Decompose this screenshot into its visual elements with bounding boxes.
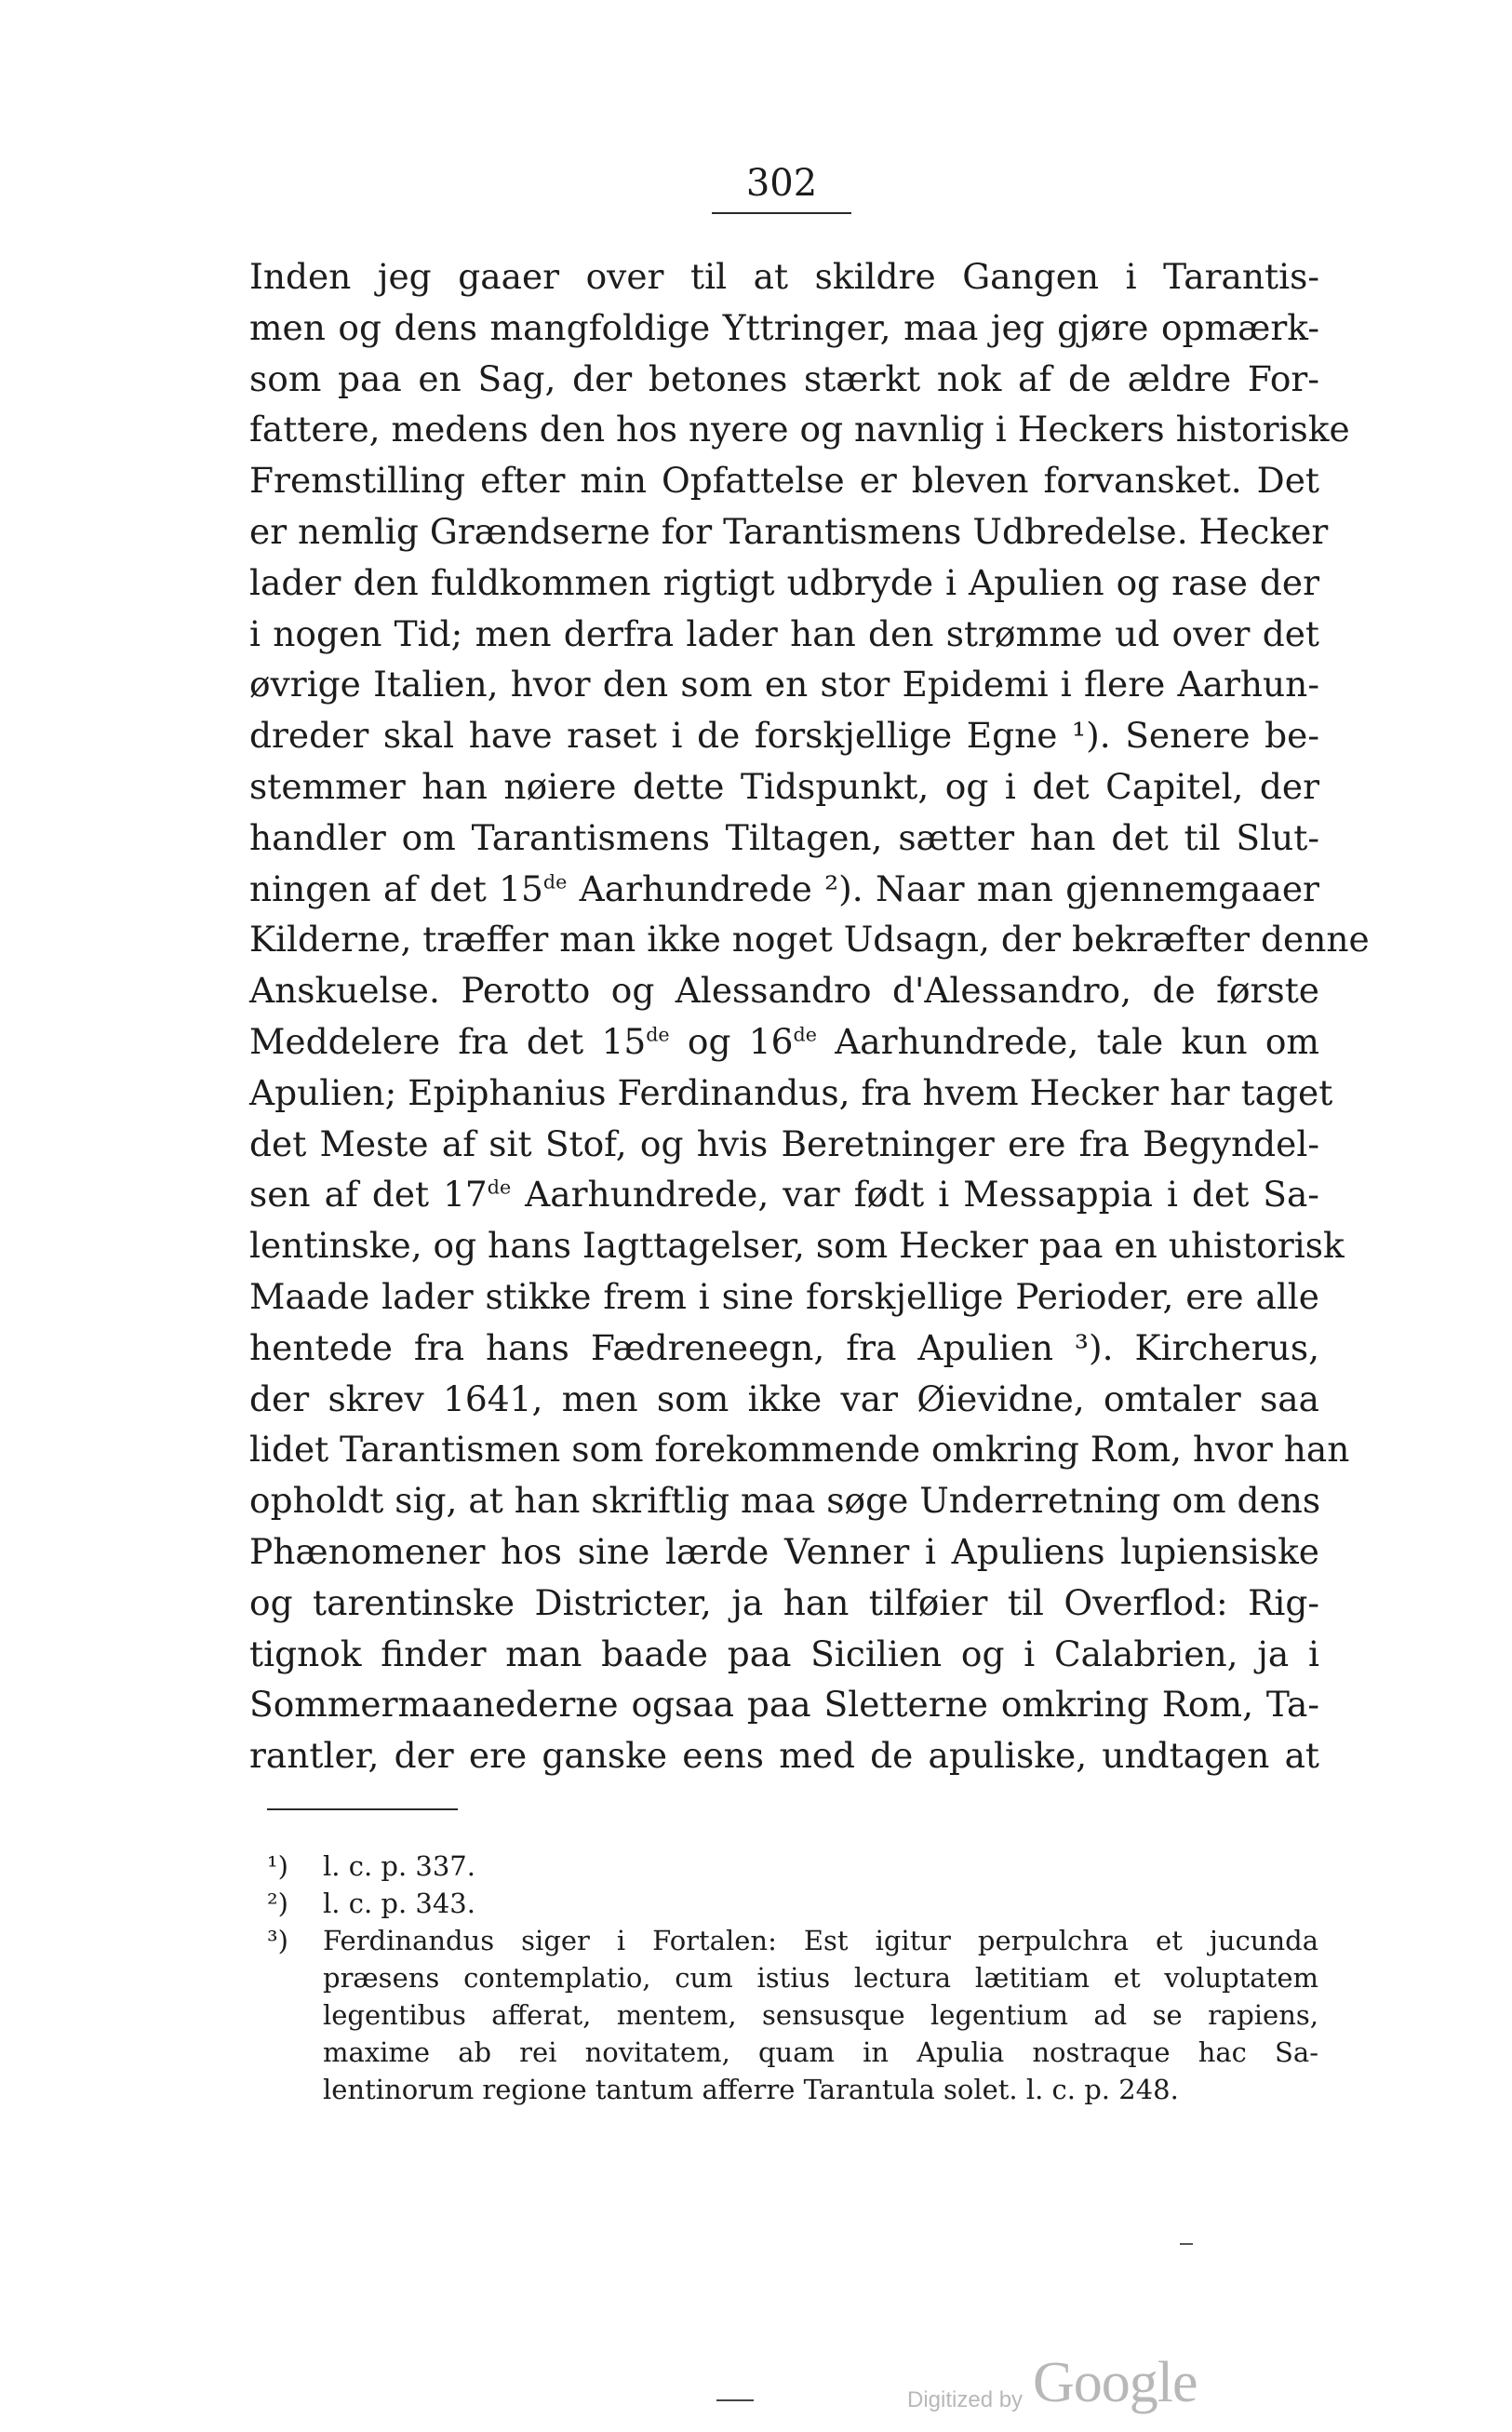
footnotes: [267, 1848, 1318, 2108]
text-line: Inden jeg gaaer over til at skildre Gangen i Tarantis-: [249, 256, 1319, 297]
text-line: som paa en Sag, der betones stærkt nok af de ældre For-: [249, 357, 1319, 399]
footnote-text: maxime ab rei novitatem, quam in Apulia nostraque hac Sa-: [323, 2036, 1318, 2068]
footnote: [267, 1848, 1318, 1885]
text-line: Phænomener hos sine lærde Venner i Apuliens lupiensiske: [249, 1530, 1319, 1572]
text-line: lentinske, og hans Iagttagelser, som Hecker paa en uhistorisk: [249, 1225, 1345, 1267]
text-line: Sommermaanederne ogsaa paa Sletterne omkring Rom, Ta-: [249, 1684, 1319, 1726]
text-line: Apulien; Epiphanius Ferdinandus, fra hvem Hecker har taget: [249, 1071, 1333, 1113]
text-line: Kilderne, træffer man ikke noget Udsagn, der bekræfter denne: [249, 919, 1370, 961]
page-number: 302: [745, 162, 818, 205]
text-line: handler om Tarantismens Tiltagen, sætter han det til Slut-: [249, 816, 1319, 858]
body-text: [249, 251, 1370, 1781]
text-line: rantler, der ere ganske eens med de apuliske, undtagen at: [249, 1735, 1319, 1777]
watermark-prefix: Digitized by: [907, 2387, 1024, 2412]
page-number-rule: [712, 212, 851, 214]
google-logo: Google: [1033, 2351, 1198, 2414]
digitized-watermark: [907, 2350, 1298, 2425]
footnote-text: legentibus afferat, mentem, sensusque legentium ad se rapiens,: [323, 1999, 1318, 2031]
footnote-marker: ¹): [267, 1850, 288, 1882]
text-line: lader den fuldkommen rigtigt udbryde i Apulien og rase der: [249, 561, 1319, 603]
text-line: stemmer han nøiere dette Tidspunkt, og i det Capitel, der: [249, 765, 1319, 807]
stray-mark: [1180, 2243, 1193, 2245]
footnote-rule: [267, 1808, 458, 1810]
text-line: opholdt sig, at han skriftlig maa søge Underretning om dens: [249, 1480, 1321, 1522]
footnote-marker: ²): [267, 1888, 288, 1919]
footnote-text: l. c. p. 337.: [323, 1850, 475, 1882]
text-line: hentede fra hans Fædreneegn, fra Apulien ³). Kircherus,: [249, 1326, 1319, 1368]
footnote: [267, 1922, 1318, 2108]
text-line: ningen af det 15de Aarhundrede ²). Naar man gjennemgaaer: [249, 867, 1319, 909]
text-line: lidet Tarantismen som forekommende omkring Rom, hvor han: [249, 1429, 1350, 1471]
text-line: dreder skal have raset i de forskjellige Egne ¹). Senere be-: [249, 715, 1319, 757]
footnote-text: lentinorum regione tantum afferre Tarantula solet. l. c. p. 248.: [323, 2074, 1179, 2105]
text-line: er nemlig Grændserne for Tarantismens Udbredelse. Hecker: [249, 510, 1329, 552]
footnote-text: Ferdinandus siger i Fortalen: Est igitur perpulchra et jucunda: [323, 1925, 1318, 1956]
footnote-text: l. c. p. 343.: [323, 1888, 475, 1919]
text-line: øvrige Italien, hvor den som en stor Epidemi i flere Aarhun-: [249, 664, 1319, 705]
text-line: men og dens mangfoldige Yttringer, maa jeg gjøre opmærk-: [249, 306, 1319, 348]
text-line: det Meste af sit Stof, og hvis Beretninger ere fra Begyndel-: [249, 1122, 1319, 1164]
text-line: fattere, medens den hos nyere og navnlig i Heckers historiske: [249, 409, 1350, 450]
footnote: [267, 1885, 1318, 1922]
text-line: der skrev 1641, men som ikke var Øievidne, omtaler saa: [249, 1377, 1319, 1419]
text-line: Meddelere fra det 15de og 16de Aarhundrede, tale kun om: [249, 1020, 1319, 1062]
text-line: Anskuelse. Perotto og Alessandro d'Alessandro, de første: [249, 970, 1319, 1012]
text-line: og tarentinske Districter, ja han tilføier til Overflod: Rig-: [249, 1581, 1319, 1623]
text-line: Fremstilling efter min Opfattelse er bleven forvansket. Det: [249, 460, 1319, 502]
text-line: sen af det 17de Aarhundrede, var født i Messappia i det Sa-: [249, 1174, 1319, 1216]
footnote-marker: ³): [267, 1925, 288, 1956]
stray-mark: [716, 2399, 754, 2401]
text-line: i nogen Tid; men derfra lader han den strømme ud over det: [249, 612, 1319, 654]
text-line: tignok finder man baade paa Sicilien og i Calabrien, ja i: [249, 1633, 1319, 1674]
text-line: Maade lader stikke frem i sine forskjellige Perioder, ere alle: [249, 1275, 1319, 1317]
footnote-text: præsens contemplatio, cum istius lectura lætitiam et voluptatem: [323, 1962, 1318, 1994]
